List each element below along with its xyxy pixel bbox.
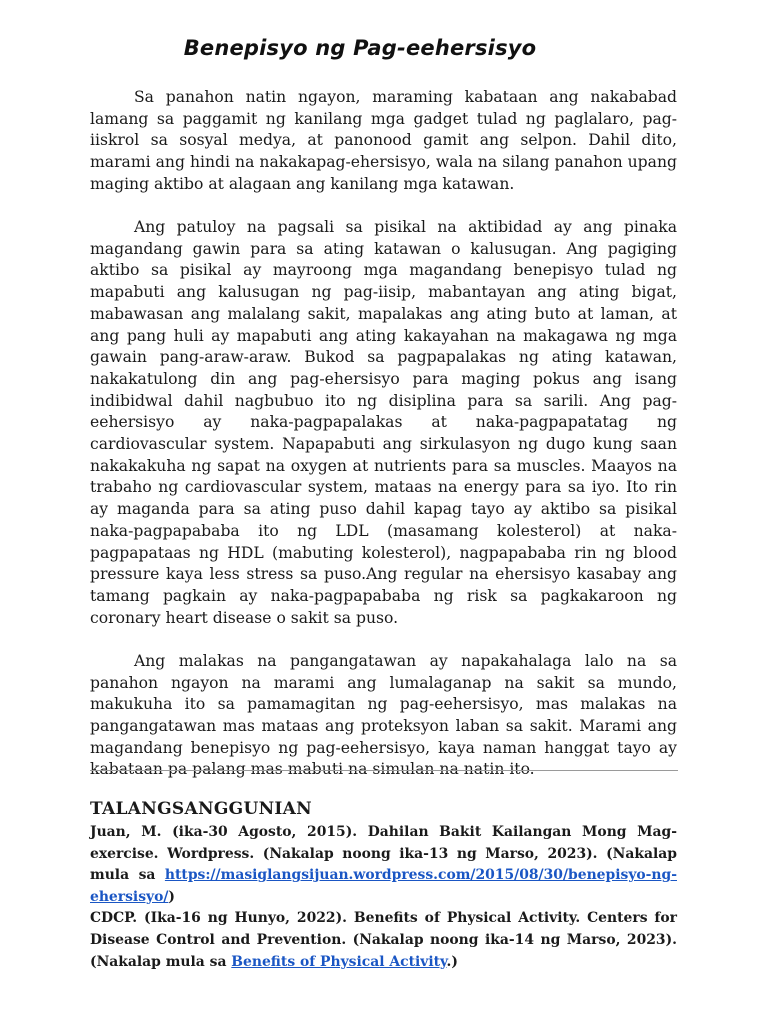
- references-heading: TALANGSANGGUNIAN: [90, 799, 312, 819]
- reference-item-cdcp: [90, 908, 677, 973]
- reference-link-cdc[interactable]: Benefits of Physical Activity: [231, 953, 447, 970]
- paragraph-intro: Sa panahon natin ngayon, maraming kabataan ang nakababad lamang sa paggamit ng kanilang mga gadget tulad ng paglalaro, pag-iiskrol sa sosyal medya, at panonood gamit ang selpon. Dahil dito, marami ang hindi na nakakapag-ehersisyo, wala na silang panahon upang maging aktibo at alagaan ang kanilang mga katawan.: [90, 88, 677, 193]
- reference-text: Juan, M. (ika-30 Agosto, 2015). Dahilan Bakit Kailangan Mong Mag-exercise. Wordpress. (Nakalap noong ika-13 ng Marso, 2023). (Nakalap mula sa: [90, 824, 677, 884]
- reference-item-juan: [90, 822, 677, 908]
- reference-closing: .): [446, 953, 458, 970]
- reference-text: CDCP. (Ika-16 ng Hunyo, 2022). Benefits of Physical Activity. Centers for Disease Control and Prevention. (Nakalap noong ika-14 ng Marso, 2023). (Nakalap mula sa: [90, 910, 677, 970]
- paragraph-conclusion: Ang malakas na pangangatawan ay napakahalaga lalo na sa panahon ngayon na marami ang lumalaganap na sakit sa mundo, makukuha ito sa pamamagitan ng pag-eehersisyo, mas malakas na pangangatawan mas mataas ang proteksyon laban sa sakit. Marami ang magandang benepisyo ng pag-eehersisyo, kaya naman hanggat tayo ay kabataan pa palang mas mabuti na simulan na natin ito.: [90, 651, 677, 779]
- paragraph-benefits: Ang patuloy na pagsali sa pisikal na aktibidad ay ang pinaka magandang gawin para sa ating katawan o kalusugan. Ang pagiging aktibo sa pisikal ay mayroong mga magandang benepisyo tulad ng mapabuti ang kalusugan ng pag-iisip, mabantayan ang ating bigat, mabawasan ang malalang sakit, mapalakas ang ating buto at laman, at ang pang huli ay mapabuti ang ating kakayahan na makagawa ng mga gawain pang-araw-araw. Bukod sa pagpapalakas ng ating katawan, nakakatulong din ang pag-ehersisyo para maging pokus ang isang indibidwal dahil nagbubuo ito ng disiplina para sa sarili. Ang pag-eehersisyo ay naka-pagpapalakas at naka-pagpapatatag ng cardiovascular system. Napapabuti ang sirkulasyon ng dugo kung saan nakakakuha ng sapat na oxygen at nutrients para sa muscles. Maayos na trabaho ng cardiovascular system, mataas na energy para sa iyo. Ito rin ay maganda para sa ating puso dahil kapag tayo ay aktibo sa pisikal naka-pagpapababa ito ng LDL (masamang kolesterol) at naka-pagpapataas ng HDL (mabuting kolesterol), nagpapababa rin ng blood pressure kaya less stress sa puso.Ang regular na ehersisyo kasabay ang tamang pagkain ay naka-pagpapababa ng risk sa pagkakaroon ng coronary heart disease o sakit sa puso.: [90, 218, 677, 627]
- references-list: [90, 822, 677, 973]
- page-title: Benepisyo ng Pag-eehersisyo: [183, 36, 537, 60]
- reference-link-wordpress[interactable]: https://masiglangsijuan.wordpress.com/2015/08/30/benepisyo-ng-ehersisyo/: [90, 867, 677, 905]
- essay-body: [90, 87, 677, 803]
- reference-closing: ): [168, 888, 175, 905]
- section-divider: [90, 770, 678, 771]
